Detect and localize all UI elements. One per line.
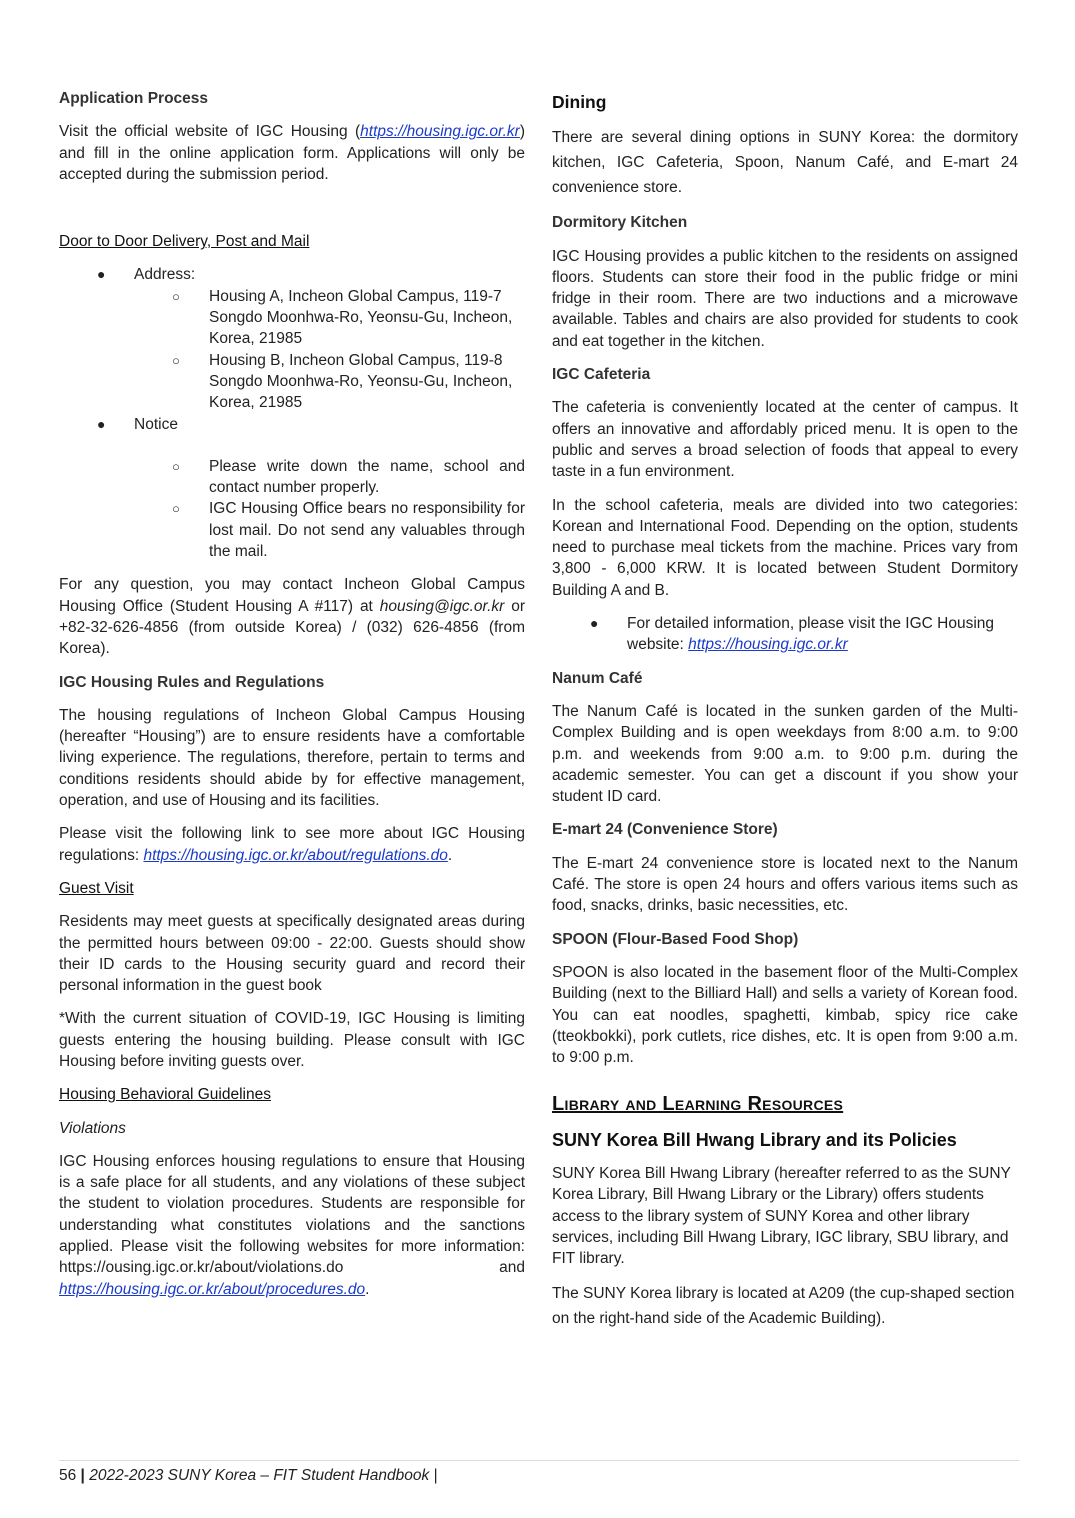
- address-housing-a: Housing A, Incheon Global Campus, 119-7 Songdo Moonhwa-Ro, Yeonsu-Gu, Incheon, Korea, 21985: [209, 287, 513, 348]
- application-process-heading: Application Process: [59, 90, 209, 107]
- delivery-list: [59, 264, 525, 285]
- bullet-icon: ●: [97, 415, 106, 432]
- delivery-heading: Door to Door Delivery, Post and Mail: [59, 233, 310, 251]
- guest-visit-heading: Guest Visit: [59, 879, 134, 897]
- left-column: [59, 88, 525, 1312]
- emart-text: The E-mart 24 convenience store is located next to the Nanum Café. The store is open 24 hours and offers various items such as food, snacks, drinks, basic necessities, etc.: [552, 854, 1018, 915]
- violations-label: Violations: [59, 1119, 126, 1137]
- library-heading: Library and Learning Resources: [552, 1093, 844, 1116]
- notice-text: IGC Housing Office bears no responsibility for lost mail. Do not send any valuables through the mail.: [209, 500, 525, 561]
- regulations-link[interactable]: https://housing.igc.or.kr/about/regulations.do: [143, 846, 448, 864]
- library-subheading: SUNY Korea Bill Hwang Library and its Policies: [552, 1129, 957, 1150]
- footer-separator: |: [76, 1467, 90, 1484]
- notice-sublist: [59, 456, 525, 562]
- kitchen-heading: Dormitory Kitchen: [552, 214, 688, 232]
- handbook-title: 2022-2023 SUNY Korea – FIT Student Handbook: [89, 1467, 430, 1484]
- violations-text: IGC Housing enforces housing regulations to ensure that Housing is a safe place for all students, and any violations of these subject the student to violation procedures. Students are responsible for understanding what constitutes violations and the sanctions applied. Please visit the following websites for more information: https://ousing.igc.or.kr/about/violations.do and: [59, 1152, 525, 1277]
- application-text-end: ) and fill in the online application form. Applications will only be accepted during the submission period.: [59, 123, 525, 183]
- circle-bullet-icon: ○: [172, 352, 180, 368]
- violations-subheading: [59, 1118, 525, 1139]
- bullet-icon: ●: [97, 266, 106, 283]
- circle-bullet-icon: ○: [172, 501, 180, 517]
- spoon-text: SPOON is also located in the basement floor of the Multi-Complex Building (next to the Billiard Hall) and sells a variety of Korean food. You can eat noodles, spaghetti, kimbab, spicy rice cake (tteokbokki), pork cutlets, rice dishes, etc. It is open from 9:00 a.m. to 9:00 p.m.: [552, 963, 1018, 1067]
- cafeteria-heading: IGC Cafeteria: [552, 366, 651, 384]
- dining-heading: Dining: [552, 92, 607, 112]
- rules-link-text: Please visit the following link to see more about IGC Housing regulations:: [59, 825, 525, 864]
- violations-paragraph: [59, 1151, 525, 1300]
- covid-notice: *With the current situation of COVID-19, IGC Housing is limiting guests entering the housing building. Please consult with IGC Housing before inviting guests over.: [59, 1010, 525, 1070]
- cafeteria-info-item: [552, 613, 1018, 656]
- rules-link-end: .: [447, 846, 453, 864]
- cafeteria-paragraph-1: The cafeteria is conveniently located at the center of campus. It offers an innovative and affordably priced menu. It is open to the public and serves a broad selection of foods that appeal to every taste in a fun environment.: [552, 399, 1018, 481]
- bullet-icon: ●: [590, 615, 599, 632]
- rules-heading: IGC Housing Rules and Regulations: [59, 673, 325, 691]
- circle-bullet-icon: ○: [172, 288, 180, 304]
- rules-link-paragraph: [59, 823, 525, 866]
- notice-list: [59, 414, 525, 435]
- notice-item: [59, 414, 525, 435]
- notice-line: [59, 456, 525, 499]
- dining-intro: There are several dining options in SUNY Korea: the dormitory kitchen, IGC Cafeteria, Spoon, Nanum Café, and E-mart 24 convenience store.: [552, 129, 1018, 197]
- kitchen-text: IGC Housing provides a public kitchen to the residents on assigned floors. Students can store their food in the public fridge or mini fridge in their room. There are two inductions and a microwave available. Tables and chairs are also provided for students to cook and eat together in the kitchen.: [552, 247, 1018, 350]
- page-footer: [59, 1460, 1019, 1486]
- library-paragraph-1: SUNY Korea Bill Hwang Library (hereafter referred to as the SUNY Korea Library, Bill Hwang Library or the Library) offers students access to the library system of SUNY Korea and other library services, including Bill Hwang Library, IGC library, SBU library, and FIT library.: [552, 1164, 1011, 1268]
- address-label: Address:: [134, 266, 196, 284]
- cafeteria-housing-link[interactable]: https://housing.igc.or.kr: [688, 636, 848, 654]
- page-number: 56: [59, 1467, 77, 1484]
- footer-tail: |: [429, 1467, 438, 1484]
- address-housing-b: Housing B, Incheon Global Campus, 119-8 Songdo Moonhwa-Ro, Yeonsu-Gu, Incheon, Korea, 21985: [209, 351, 513, 412]
- guest-visit-paragraph: Residents may meet guests at specifically designated areas during the permitted hours between 09:00 - 22:00. Guests should show their ID cards to the Housing security guard and record their personal information in the guest book: [59, 913, 525, 995]
- address-item: [59, 264, 525, 285]
- contact-text-start: For any question, you may contact Incheon Global Campus Housing Office (Student Housing A #117) at: [59, 576, 525, 615]
- address-line: [59, 286, 525, 350]
- notice-label: Notice: [134, 415, 178, 433]
- cafeteria-info-list: [552, 613, 1018, 656]
- application-process-text: [59, 121, 525, 185]
- behavior-heading: Housing Behavioral Guidelines: [59, 1086, 271, 1104]
- address-sublist: [59, 286, 525, 414]
- cafeteria-info-text: For detailed information, please visit the IGC Housing website:: [627, 615, 995, 654]
- housing-website-link[interactable]: https://housing.igc.or.kr: [360, 123, 520, 141]
- contact-email: housing@igc.or.kr: [379, 597, 505, 615]
- nanum-heading: Nanum Café: [552, 669, 643, 687]
- address-line: [59, 350, 525, 414]
- circle-bullet-icon: ○: [172, 458, 180, 474]
- violations-text-end: .: [365, 1280, 370, 1298]
- rules-paragraph: The housing regulations of Incheon Global Campus Housing (hereafter “Housing”) are to ensure residents have a comfortable living experience. The regulations, therefore, pertain to terms and conditions residents should abide by for effective management, operation, and use of Housing and its facilities.: [59, 706, 525, 810]
- contact-text: [59, 574, 525, 659]
- cafeteria-paragraph-2: In the school cafeteria, meals are divided into two categories: Korean and International Food. Depending on the option, students need to purchase meal tickets from the machine. Prices vary from 3,800 - 6,000 KRW. It is located between Student Dormitory Building A and B.: [552, 496, 1018, 599]
- library-paragraph-2: The SUNY Korea library is located at A209 (the cup-shaped section on the right-hand side of the Academic Building).: [552, 1285, 1015, 1328]
- right-column: [552, 88, 1018, 1343]
- notice-line: [59, 498, 525, 562]
- notice-text: Please write down the name, school and contact number properly.: [209, 457, 525, 497]
- spoon-heading: SPOON (Flour-Based Food Shop): [552, 930, 799, 948]
- contact-text-end: or +82-32-626-4856 (from outside Korea) / (032) 626-4856 (from Korea).: [59, 597, 525, 658]
- procedures-link[interactable]: https://housing.igc.or.kr/about/procedures.do: [59, 1280, 366, 1298]
- application-text-start: Visit the official website of IGC Housing (: [59, 123, 361, 141]
- emart-heading: E-mart 24 (Convenience Store): [552, 821, 778, 839]
- nanum-text: The Nanum Café is located in the sunken garden of the Multi-Complex Building and is open weekdays from 8:00 a.m. to 9:00 p.m. and weekends from 9:00 a.m. to 9:00 p.m. during the academic semester. You can get a discount if you show your student ID card.: [552, 702, 1018, 806]
